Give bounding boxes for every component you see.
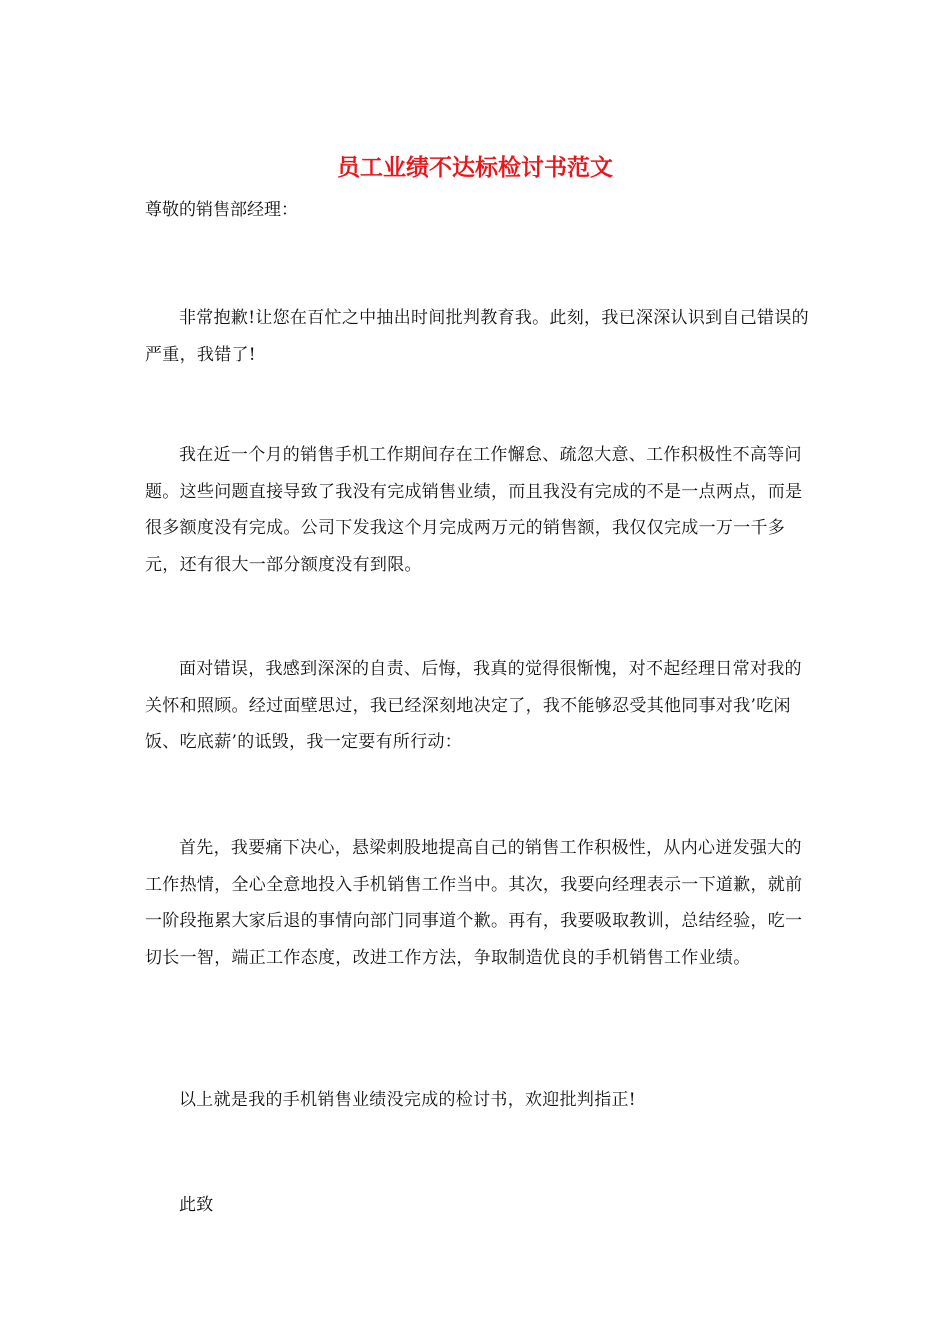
paragraph-actions: 首先，我要痛下决心，悬梁刺股地提高自己的销售工作积极性，从内心迸发强大的工作热情，全心全意地投入手机销售工作当中。其次，我要向经理表示一下道歉，就前一阶段拖累大家后退的事情向部门同事道个歉。再有，我要吸取教训，总结经验，吃一切长一智，端正工作态度，改进工作方法，争取制造优良的手机销售工作业绩。 xyxy=(145,838,803,968)
paragraph-closing: 以上就是我的手机销售业绩没完成的检讨书，欢迎批判指正! xyxy=(179,1090,636,1110)
salutation: 尊敬的销售部经理： xyxy=(145,200,298,220)
paragraph-problems: 我在近一个月的销售手机工作期间存在工作懈怠、疏忽大意、工作积极性不高等问题。这些问题直接导致了我没有完成销售业绩，而且我没有完成的不是一点两点，而是很多额度没有完成。公司下发我这个月完成两万元的销售额，我仅仅完成一万一千多元，还有很大一部分额度没有到限。 xyxy=(145,445,803,575)
paragraph-reflection: 面对错误，我感到深深的自责、后悔，我真的觉得很惭愧，对不起经理日常对我的关怀和照顾。经过面壁思过，我已经深刻地决定了，我不能够忍受其他同事对我’吃闲饭、吃底薪’的诋毁，我一定要有所行动： xyxy=(145,659,802,752)
document-title: 员工业绩不达标检讨书范文 xyxy=(337,154,613,181)
paragraph-regards: 此致 xyxy=(179,1195,214,1215)
paragraph-apology: 非常抱歉!让您在百忙之中抽出时间批判教育我。此刻，我已深深认识到自己错误的严重，我错了! xyxy=(145,308,809,365)
